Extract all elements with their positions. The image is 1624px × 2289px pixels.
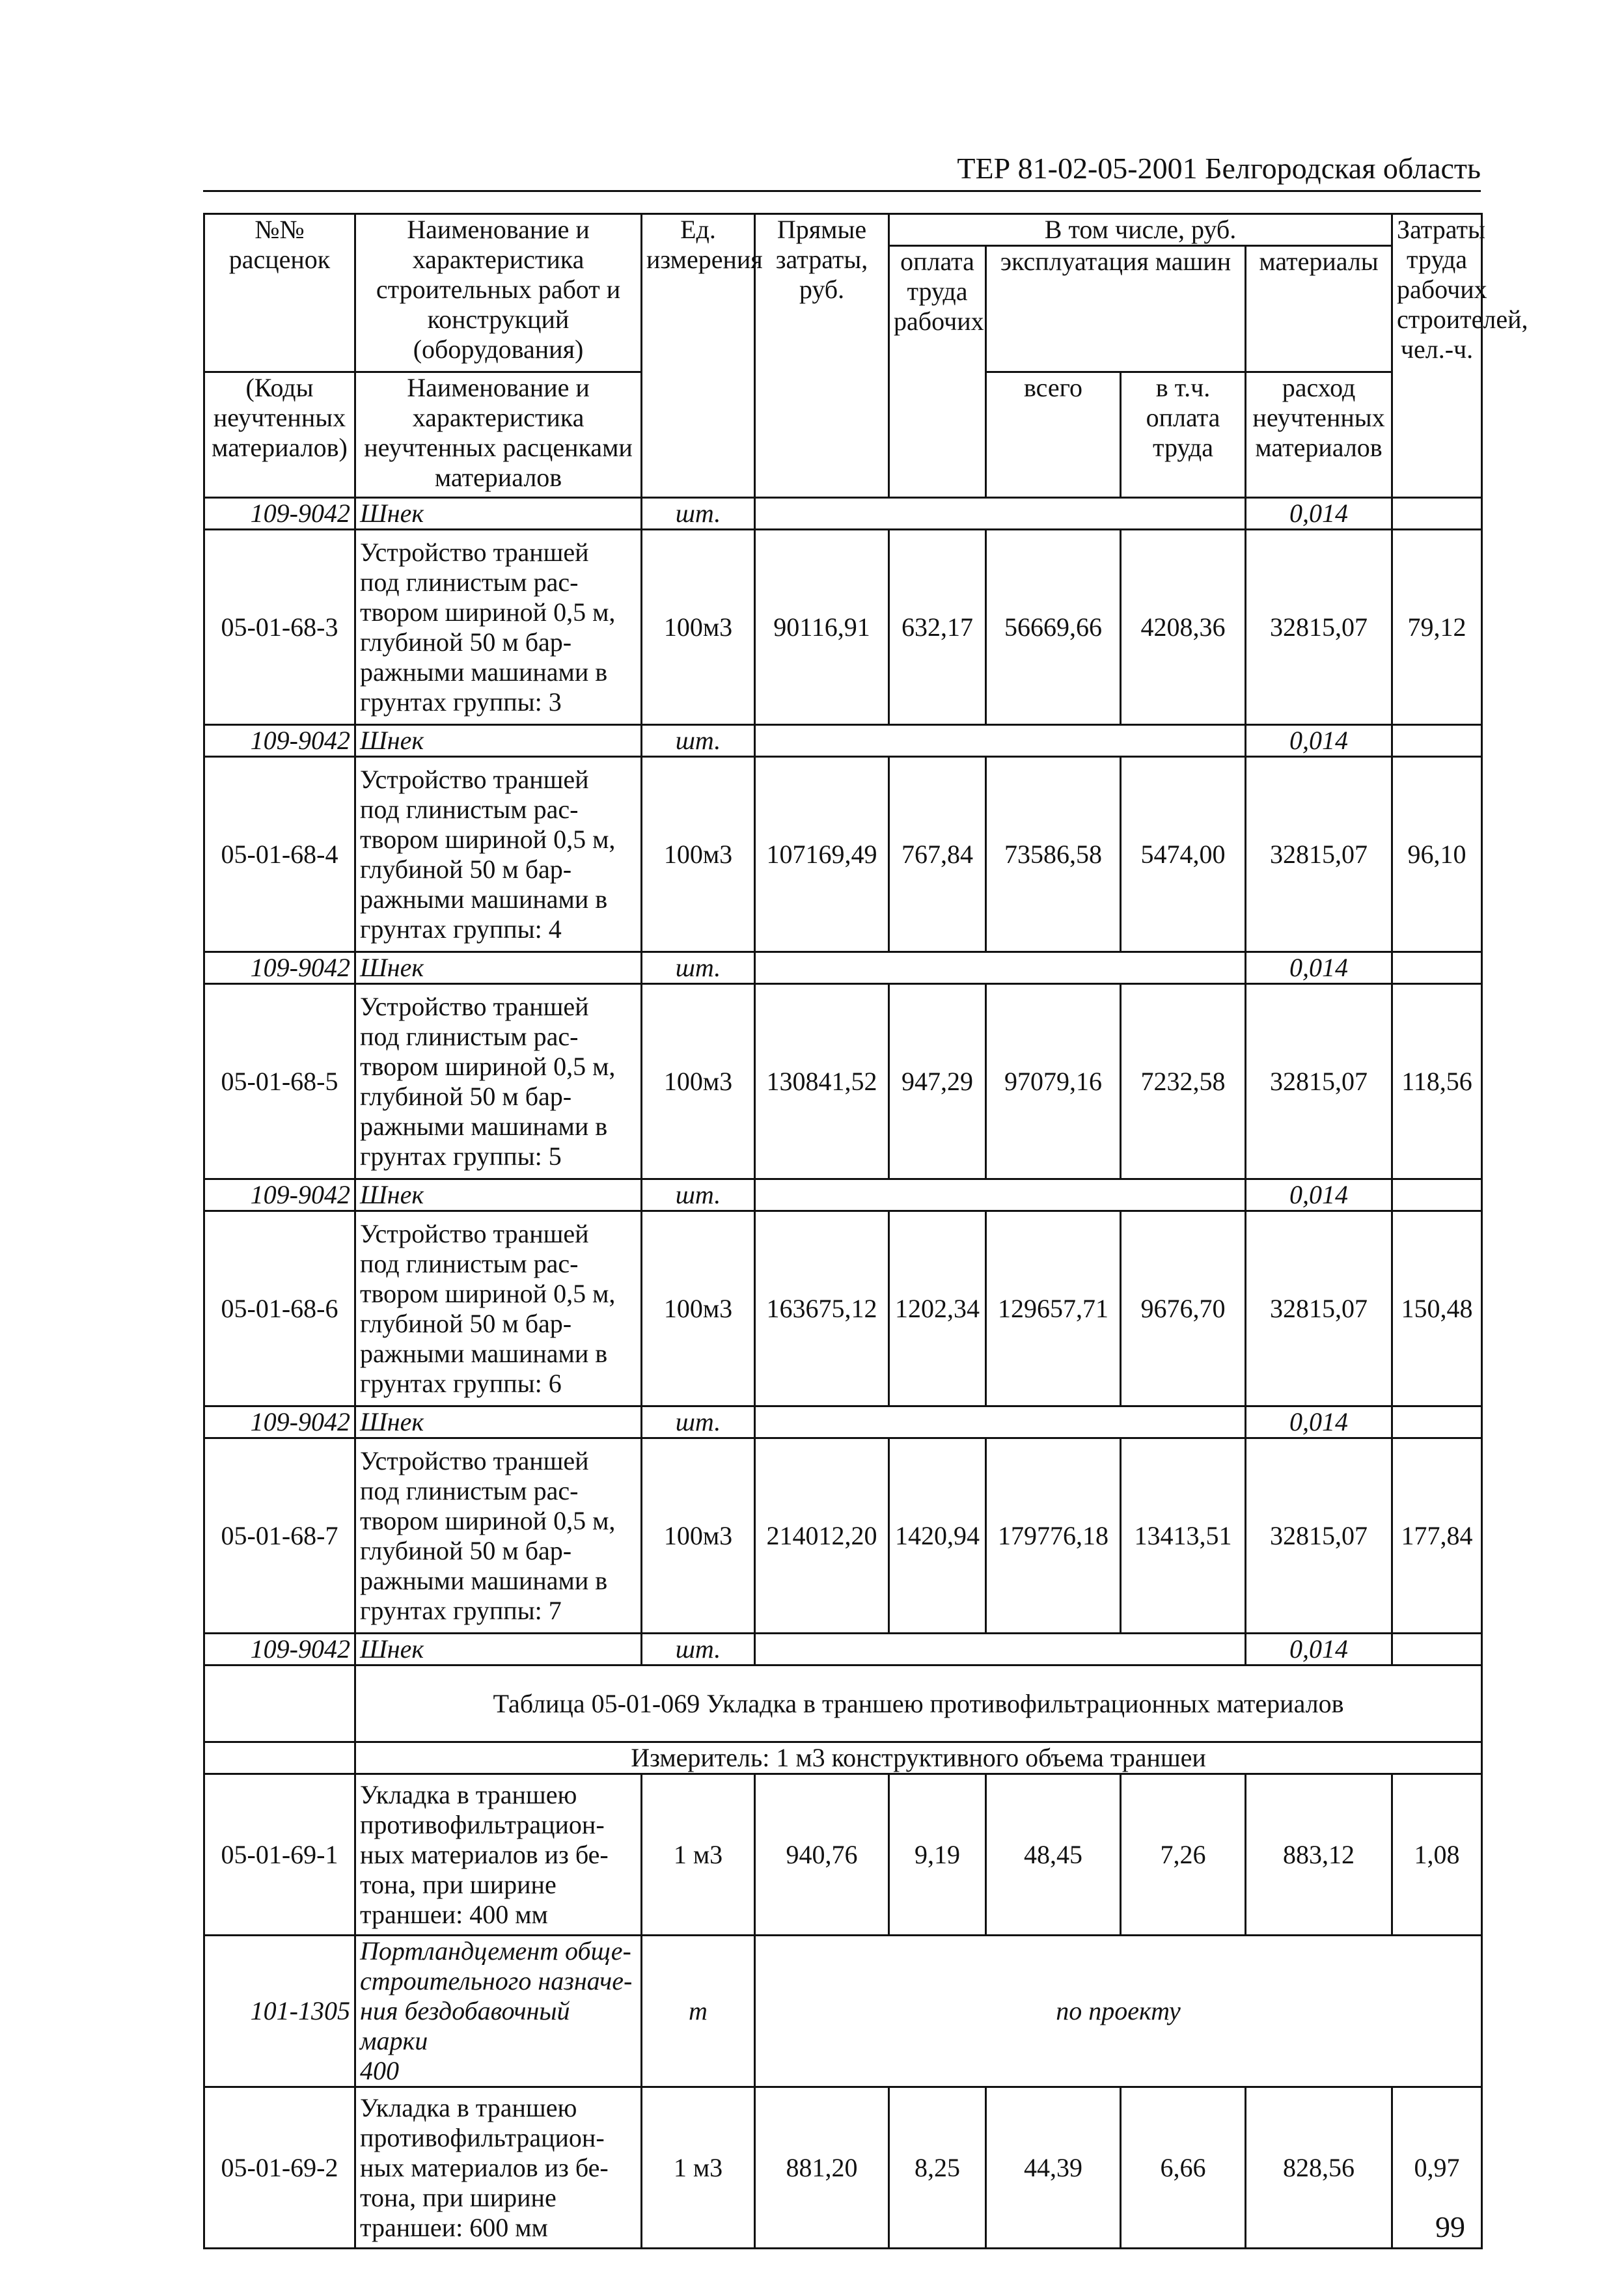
machines-total: 129657,71 — [986, 1211, 1121, 1406]
materials-cost: 828,56 — [1246, 2087, 1392, 2249]
work-description: Устройство траншей под глинистым рас- твором шириной 0,5 м, глубиной 50 м бар- ражными машинами в грунтах группы: 4 — [355, 757, 642, 952]
table-row-material — [204, 725, 1482, 757]
table-measure-row — [204, 1742, 1482, 1774]
material-note: по проекту — [755, 1936, 1482, 2087]
rate-code: 05-01-68-6 — [204, 1211, 355, 1406]
material-usage: 0,014 — [1246, 498, 1392, 530]
work-description: Устройство траншей под глинистым рас- твором шириной 0,5 м, глубиной 50 м бар- ражными машинами в грунтах группы: 7 — [355, 1438, 642, 1634]
labor-pay: 1202,34 — [889, 1211, 986, 1406]
labor-hours: 150,48 — [1392, 1211, 1482, 1406]
materials-cost: 32815,07 — [1246, 1438, 1392, 1634]
col-hours-header: Затраты труда рабочих строителей, чел.-ч. — [1392, 214, 1482, 498]
table-row-work — [204, 2087, 1482, 2249]
materials-cost: 32815,07 — [1246, 530, 1392, 725]
rate-code: 05-01-69-1 — [204, 1774, 355, 1936]
material-unit: т — [642, 1936, 755, 2087]
material-name: Шнек — [355, 725, 642, 757]
rates-table — [203, 213, 1528, 2249]
direct-cost: 107169,49 — [755, 757, 889, 952]
table-row-material — [204, 498, 1482, 530]
work-description: Укладка в траншею противофильтрацион- ных материалов из бе- тона, при ширине траншеи: 400 мм — [355, 1774, 642, 1936]
table-row-work — [204, 757, 1482, 952]
labor-hours: 1,08 — [1392, 1774, 1482, 1936]
material-name: Шнек — [355, 1406, 642, 1438]
col-code-header: №№ расценок — [204, 214, 355, 372]
direct-cost: 881,20 — [755, 2087, 889, 2249]
unit: 1 м3 — [642, 2087, 755, 2249]
table-row-work — [204, 1774, 1482, 1936]
col-name-header: Наименование и характеристика строительных работ и конструкций (оборудования) — [355, 214, 642, 372]
col-incl-header: В том числе, руб. — [889, 214, 1392, 246]
table-row-work — [204, 530, 1482, 725]
rate-code: 05-01-68-3 — [204, 530, 355, 725]
material-unit: шт. — [642, 1634, 755, 1665]
col-unacc-name-header: Наименование и характеристика неучтенных расценками материалов — [355, 372, 642, 498]
labor-hours: 79,12 — [1392, 530, 1482, 725]
material-name: Шнек — [355, 952, 642, 984]
work-description: Устройство траншей под глинистым рас- твором шириной 0,5 м, глубиной 50 м бар- ражными машинами в грунтах группы: 3 — [355, 530, 642, 725]
page-number: 99 — [1435, 2210, 1465, 2243]
material-name: Шнек — [355, 1179, 642, 1211]
table-row-material — [204, 952, 1482, 984]
direct-cost: 90116,91 — [755, 530, 889, 725]
table-row-work — [204, 1438, 1482, 1634]
material-code: 109-9042 — [204, 952, 355, 984]
table-head — [204, 214, 1528, 498]
unit: 100м3 — [642, 530, 755, 725]
material-usage: 0,014 — [1246, 1634, 1392, 1665]
material-name: Шнек — [355, 498, 642, 530]
rate-code: 05-01-68-4 — [204, 757, 355, 952]
table-row-material — [204, 1179, 1482, 1211]
table-row-material — [204, 1406, 1482, 1438]
material-unit: шт. — [642, 725, 755, 757]
machines-labor-pay: 9676,70 — [1121, 1211, 1246, 1406]
table-row-material — [204, 1634, 1482, 1665]
col-unit-header: Ед. измерения — [642, 214, 755, 498]
labor-pay: 9,19 — [889, 1774, 986, 1936]
material-code: 109-9042 — [204, 1179, 355, 1211]
direct-cost: 130841,52 — [755, 984, 889, 1179]
material-usage: 0,014 — [1246, 1179, 1392, 1211]
direct-cost: 214012,20 — [755, 1438, 889, 1634]
col-mach-pay-header: в т.ч. оплата труда — [1121, 372, 1246, 498]
machines-total: 48,45 — [986, 1774, 1121, 1936]
machines-labor-pay: 7,26 — [1121, 1774, 1246, 1936]
labor-hours: 118,56 — [1392, 984, 1482, 1179]
direct-cost: 940,76 — [755, 1774, 889, 1936]
machines-labor-pay: 6,66 — [1121, 2087, 1246, 2249]
machines-total: 73586,58 — [986, 757, 1121, 952]
col-mach-total-header: всего — [986, 372, 1121, 498]
material-code: 101-1305 — [204, 1936, 355, 2087]
labor-pay: 1420,94 — [889, 1438, 986, 1634]
machines-total: 179776,18 — [986, 1438, 1121, 1634]
page-header-title: ТЕР 81-02-05-2001 Белгородская область — [957, 152, 1481, 185]
section-measure: Измеритель: 1 м3 конструктивного объема траншеи — [355, 1742, 1482, 1774]
work-description: Укладка в траншею противофильтрацион- ных материалов из бе- тона, при ширине траншеи: 600 мм — [355, 2087, 642, 2249]
material-code: 109-9042 — [204, 725, 355, 757]
direct-cost: 163675,12 — [755, 1211, 889, 1406]
machines-labor-pay: 4208,36 — [1121, 530, 1246, 725]
material-unit: шт. — [642, 1179, 755, 1211]
material-usage: 0,014 — [1246, 725, 1392, 757]
machines-total: 44,39 — [986, 2087, 1121, 2249]
machines-labor-pay: 13413,51 — [1121, 1438, 1246, 1634]
table-row-work — [204, 1211, 1482, 1406]
col-mat-usage-header: расход неучтенных материалов — [1246, 372, 1392, 498]
labor-pay: 767,84 — [889, 757, 986, 952]
col-direct-header: Прямые затраты, руб. — [755, 214, 889, 498]
labor-pay: 947,29 — [889, 984, 986, 1179]
material-name: Портландцемент обще- строительного назначе- ния бездобавочный марки 400 — [355, 1936, 642, 2087]
machines-labor-pay: 7232,58 — [1121, 984, 1246, 1179]
header-rule — [203, 190, 1481, 192]
machines-total: 97079,16 — [986, 984, 1121, 1179]
col-machines-header: эксплуатация машин — [986, 246, 1246, 372]
unit: 100м3 — [642, 1211, 755, 1406]
labor-pay: 8,25 — [889, 2087, 986, 2249]
unit: 1 м3 — [642, 1774, 755, 1936]
materials-cost: 32815,07 — [1246, 984, 1392, 1179]
labor-pay: 632,17 — [889, 530, 986, 725]
material-code: 109-9042 — [204, 1634, 355, 1665]
materials-cost: 32815,07 — [1246, 757, 1392, 952]
section-title: Таблица 05-01-069 Укладка в траншею противофильтрационных материалов — [355, 1665, 1482, 1742]
material-code: 109-9042 — [204, 1406, 355, 1438]
machines-total: 56669,66 — [986, 530, 1121, 725]
material-code: 109-9042 — [204, 498, 355, 530]
labor-hours: 96,10 — [1392, 757, 1482, 952]
material-unit: шт. — [642, 498, 755, 530]
col-materials-header: материалы — [1246, 246, 1392, 372]
materials-cost: 883,12 — [1246, 1774, 1392, 1936]
materials-cost: 32815,07 — [1246, 1211, 1392, 1406]
labor-hours: 0,97 — [1392, 2087, 1482, 2249]
material-name: Шнек — [355, 1634, 642, 1665]
rate-code: 05-01-69-2 — [204, 2087, 355, 2249]
col-labor-header: оплата труда рабочих — [889, 246, 986, 498]
machines-labor-pay: 5474,00 — [1121, 757, 1246, 952]
material-usage: 0,014 — [1246, 952, 1392, 984]
col-unacc-codes-header: (Коды неучтенных материалов) — [204, 372, 355, 498]
work-description: Устройство траншей под глинистым рас- твором шириной 0,5 м, глубиной 50 м бар- ражными машинами в грунтах группы: 6 — [355, 1211, 642, 1406]
table-row-work — [204, 984, 1482, 1179]
work-description: Устройство траншей под глинистым рас- твором шириной 0,5 м, глубиной 50 м бар- ражными машинами в грунтах группы: 5 — [355, 984, 642, 1179]
table-body — [204, 498, 1482, 2249]
unit: 100м3 — [642, 757, 755, 952]
material-unit: шт. — [642, 952, 755, 984]
unit: 100м3 — [642, 1438, 755, 1634]
material-usage: 0,014 — [1246, 1406, 1392, 1438]
rate-code: 05-01-68-5 — [204, 984, 355, 1179]
material-unit: шт. — [642, 1406, 755, 1438]
table-section-title-row — [204, 1665, 1482, 1742]
unit: 100м3 — [642, 984, 755, 1179]
table-row-material — [204, 1936, 1482, 2087]
labor-hours: 177,84 — [1392, 1438, 1482, 1634]
rate-code: 05-01-68-7 — [204, 1438, 355, 1634]
